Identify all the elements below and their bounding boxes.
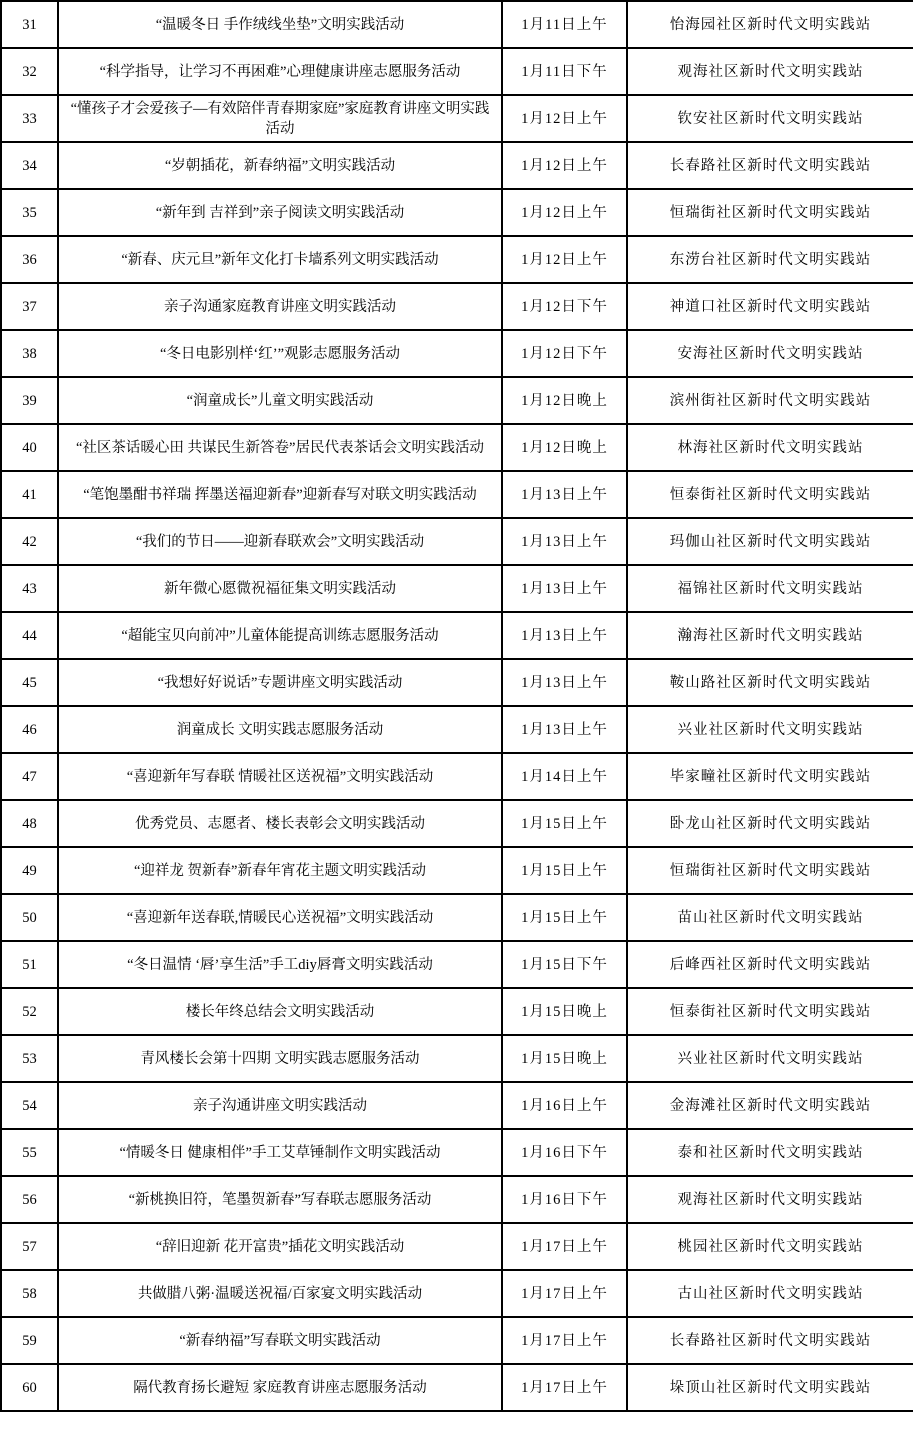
row-number-cell: 60 <box>1 1364 58 1411</box>
activity-station-cell: 苗山社区新时代文明实践站 <box>627 894 913 941</box>
row-number-cell: 55 <box>1 1129 58 1176</box>
row-number-cell: 44 <box>1 612 58 659</box>
activity-station-cell: 古山社区新时代文明实践站 <box>627 1270 913 1317</box>
row-number-cell: 47 <box>1 753 58 800</box>
row-number-cell: 38 <box>1 330 58 377</box>
activity-name-cell: “笔饱墨酣书祥瑞 挥墨送福迎新春”迎新春写对联文明实践活动 <box>58 471 502 518</box>
activity-time-cell: 1月15日上午 <box>502 800 627 847</box>
table-row <box>1 1176 913 1223</box>
activity-name-cell: “新年到 吉祥到”亲子阅读文明实践活动 <box>58 189 502 236</box>
activity-name-cell: 优秀党员、志愿者、楼长表彰会文明实践活动 <box>58 800 502 847</box>
table-row <box>1 612 913 659</box>
activity-name-cell: 共做腊八粥·温暖送祝福/百家宴文明实践活动 <box>58 1270 502 1317</box>
row-number-cell: 59 <box>1 1317 58 1364</box>
row-number-cell: 46 <box>1 706 58 753</box>
table-row <box>1 565 913 612</box>
row-number-cell: 53 <box>1 1035 58 1082</box>
activity-name-cell: “社区茶话暖心田 共谋民生新答卷”居民代表茶话会文明实践活动 <box>58 424 502 471</box>
activity-name-cell: “温暖冬日 手作绒线坐垫”文明实践活动 <box>58 1 502 48</box>
activity-name-cell: “新春纳福”写春联文明实践活动 <box>58 1317 502 1364</box>
activity-time-cell: 1月12日上午 <box>502 142 627 189</box>
activity-name-cell: “情暖冬日 健康相伴”手工艾草锤制作文明实践活动 <box>58 1129 502 1176</box>
activity-name-cell: “冬日温情 ‘唇’享生活”手工diy唇膏文明实践活动 <box>58 941 502 988</box>
activity-station-cell: 恒瑞街社区新时代文明实践站 <box>627 847 913 894</box>
row-number-cell: 50 <box>1 894 58 941</box>
activity-time-cell: 1月16日下午 <box>502 1129 627 1176</box>
activity-station-cell: 神道口社区新时代文明实践站 <box>627 283 913 330</box>
table-row <box>1 941 913 988</box>
activity-time-cell: 1月15日上午 <box>502 894 627 941</box>
activity-station-cell: 金海滩社区新时代文明实践站 <box>627 1082 913 1129</box>
table-row <box>1 48 913 95</box>
activity-station-cell: 恒泰街社区新时代文明实践站 <box>627 471 913 518</box>
table-row <box>1 189 913 236</box>
table-row <box>1 424 913 471</box>
activity-time-cell: 1月12日上午 <box>502 95 627 142</box>
row-number-cell: 34 <box>1 142 58 189</box>
table-row <box>1 1317 913 1364</box>
table-row <box>1 518 913 565</box>
row-number-cell: 56 <box>1 1176 58 1223</box>
activity-station-cell: 福锦社区新时代文明实践站 <box>627 565 913 612</box>
activity-station-cell: 鞍山路社区新时代文明实践站 <box>627 659 913 706</box>
table-row <box>1 706 913 753</box>
activity-station-cell: 恒泰街社区新时代文明实践站 <box>627 988 913 1035</box>
table-row <box>1 1035 913 1082</box>
activity-time-cell: 1月16日下午 <box>502 1176 627 1223</box>
activity-time-cell: 1月15日下午 <box>502 941 627 988</box>
row-number-cell: 37 <box>1 283 58 330</box>
activity-name-cell: 润童成长 文明实践志愿服务活动 <box>58 706 502 753</box>
activity-station-cell: 观海社区新时代文明实践站 <box>627 48 913 95</box>
row-number-cell: 45 <box>1 659 58 706</box>
activity-station-cell: 兴业社区新时代文明实践站 <box>627 1035 913 1082</box>
row-number-cell: 57 <box>1 1223 58 1270</box>
activity-name-cell: “岁朝插花，新春纳福”文明实践活动 <box>58 142 502 189</box>
row-number-cell: 39 <box>1 377 58 424</box>
activity-station-cell: 观海社区新时代文明实践站 <box>627 1176 913 1223</box>
table-row <box>1 988 913 1035</box>
activity-station-cell: 林海社区新时代文明实践站 <box>627 424 913 471</box>
row-number-cell: 58 <box>1 1270 58 1317</box>
activity-station-cell: 卧龙山社区新时代文明实践站 <box>627 800 913 847</box>
row-number-cell: 41 <box>1 471 58 518</box>
activity-name-cell: “我想好好说话”专题讲座文明实践活动 <box>58 659 502 706</box>
activity-station-cell: 东涝台社区新时代文明实践站 <box>627 236 913 283</box>
table-row <box>1 753 913 800</box>
activity-station-cell: 长春路社区新时代文明实践站 <box>627 1317 913 1364</box>
row-number-cell: 42 <box>1 518 58 565</box>
activity-name-cell: “迎祥龙 贺新春”新春年宵花主题文明实践活动 <box>58 847 502 894</box>
activity-name-cell: 亲子沟通讲座文明实践活动 <box>58 1082 502 1129</box>
activity-station-cell: 后峰西社区新时代文明实践站 <box>627 941 913 988</box>
activity-name-cell: “超能宝贝向前冲”儿童体能提高训练志愿服务活动 <box>58 612 502 659</box>
activity-station-cell: 泰和社区新时代文明实践站 <box>627 1129 913 1176</box>
activity-station-cell: 毕家疃社区新时代文明实践站 <box>627 753 913 800</box>
activity-station-cell: 安海社区新时代文明实践站 <box>627 330 913 377</box>
table-row <box>1 1129 913 1176</box>
activity-station-cell: 滨州街社区新时代文明实践站 <box>627 377 913 424</box>
activity-time-cell: 1月12日下午 <box>502 283 627 330</box>
table-row <box>1 1082 913 1129</box>
activity-time-cell: 1月16日上午 <box>502 1082 627 1129</box>
activity-station-cell: 垛顶山社区新时代文明实践站 <box>627 1364 913 1411</box>
row-number-cell: 54 <box>1 1082 58 1129</box>
row-number-cell: 43 <box>1 565 58 612</box>
activity-name-cell: 楼长年终总结会文明实践活动 <box>58 988 502 1035</box>
activity-station-cell: 长春路社区新时代文明实践站 <box>627 142 913 189</box>
activity-time-cell: 1月13日上午 <box>502 565 627 612</box>
activity-station-cell: 瀚海社区新时代文明实践站 <box>627 612 913 659</box>
activity-time-cell: 1月11日下午 <box>502 48 627 95</box>
activity-time-cell: 1月13日上午 <box>502 612 627 659</box>
row-number-cell: 51 <box>1 941 58 988</box>
row-number-cell: 48 <box>1 800 58 847</box>
table-row <box>1 471 913 518</box>
activity-name-cell: 亲子沟通家庭教育讲座文明实践活动 <box>58 283 502 330</box>
table-row <box>1 1364 913 1411</box>
activity-name-cell: “辞旧迎新 花开富贵”插花文明实践活动 <box>58 1223 502 1270</box>
table-row <box>1 1270 913 1317</box>
activity-name-cell: 青风楼长会第十四期 文明实践志愿服务活动 <box>58 1035 502 1082</box>
activity-time-cell: 1月12日晚上 <box>502 424 627 471</box>
row-number-cell: 49 <box>1 847 58 894</box>
activity-time-cell: 1月15日晚上 <box>502 988 627 1035</box>
table-row <box>1 1 913 48</box>
row-number-cell: 32 <box>1 48 58 95</box>
activity-time-cell: 1月17日上午 <box>502 1223 627 1270</box>
activity-name-cell: 新年微心愿微祝福征集文明实践活动 <box>58 565 502 612</box>
activity-name-cell: “新春、庆元旦”新年文化打卡墙系列文明实践活动 <box>58 236 502 283</box>
activity-time-cell: 1月13日上午 <box>502 659 627 706</box>
table-row <box>1 283 913 330</box>
activity-time-cell: 1月13日上午 <box>502 706 627 753</box>
row-number-cell: 35 <box>1 189 58 236</box>
activity-station-cell: 恒瑞街社区新时代文明实践站 <box>627 189 913 236</box>
row-number-cell: 40 <box>1 424 58 471</box>
table-row <box>1 95 913 142</box>
activity-name-cell: 隔代教育扬长避短 家庭教育讲座志愿服务活动 <box>58 1364 502 1411</box>
activity-name-cell: “我们的节日——迎新春联欢会”文明实践活动 <box>58 518 502 565</box>
activity-time-cell: 1月12日晚上 <box>502 377 627 424</box>
activity-time-cell: 1月11日上午 <box>502 1 627 48</box>
activity-time-cell: 1月13日上午 <box>502 471 627 518</box>
row-number-cell: 52 <box>1 988 58 1035</box>
table-row <box>1 800 913 847</box>
activity-time-cell: 1月14日上午 <box>502 753 627 800</box>
table-body <box>1 1 913 1411</box>
activity-name-cell: “懂孩子才会爱孩子—有效陪伴青春期家庭”家庭教育讲座文明实践活动 <box>58 95 502 142</box>
table-row <box>1 847 913 894</box>
activity-time-cell: 1月17日上午 <box>502 1364 627 1411</box>
activity-station-cell: 兴业社区新时代文明实践站 <box>627 706 913 753</box>
table-row <box>1 894 913 941</box>
activity-name-cell: “喜迎新年写春联 情暖社区送祝福”文明实践活动 <box>58 753 502 800</box>
activity-time-cell: 1月12日上午 <box>502 189 627 236</box>
activity-time-cell: 1月12日上午 <box>502 236 627 283</box>
row-number-cell: 33 <box>1 95 58 142</box>
activity-time-cell: 1月13日上午 <box>502 518 627 565</box>
table-row <box>1 236 913 283</box>
activity-station-cell: 钦安社区新时代文明实践站 <box>627 95 913 142</box>
activity-name-cell: “喜迎新年送春联,情暖民心送祝福”文明实践活动 <box>58 894 502 941</box>
activity-name-cell: “新桃换旧符，笔墨贺新春”写春联志愿服务活动 <box>58 1176 502 1223</box>
row-number-cell: 36 <box>1 236 58 283</box>
table-row <box>1 330 913 377</box>
activity-time-cell: 1月17日上午 <box>502 1270 627 1317</box>
activity-time-cell: 1月17日上午 <box>502 1317 627 1364</box>
table-row <box>1 1223 913 1270</box>
activity-station-cell: 桃园社区新时代文明实践站 <box>627 1223 913 1270</box>
activity-time-cell: 1月15日上午 <box>502 847 627 894</box>
table-row <box>1 142 913 189</box>
activity-name-cell: “冬日电影别样‘红’”观影志愿服务活动 <box>58 330 502 377</box>
activity-name-cell: “科学指导，让学习不再困难”心理健康讲座志愿服务活动 <box>58 48 502 95</box>
activity-time-cell: 1月12日下午 <box>502 330 627 377</box>
table-row <box>1 377 913 424</box>
activity-station-cell: 玛伽山社区新时代文明实践站 <box>627 518 913 565</box>
activity-name-cell: “润童成长”儿童文明实践活动 <box>58 377 502 424</box>
table-row <box>1 659 913 706</box>
activity-station-cell: 怡海园社区新时代文明实践站 <box>627 1 913 48</box>
activity-time-cell: 1月15日晚上 <box>502 1035 627 1082</box>
row-number-cell: 31 <box>1 1 58 48</box>
